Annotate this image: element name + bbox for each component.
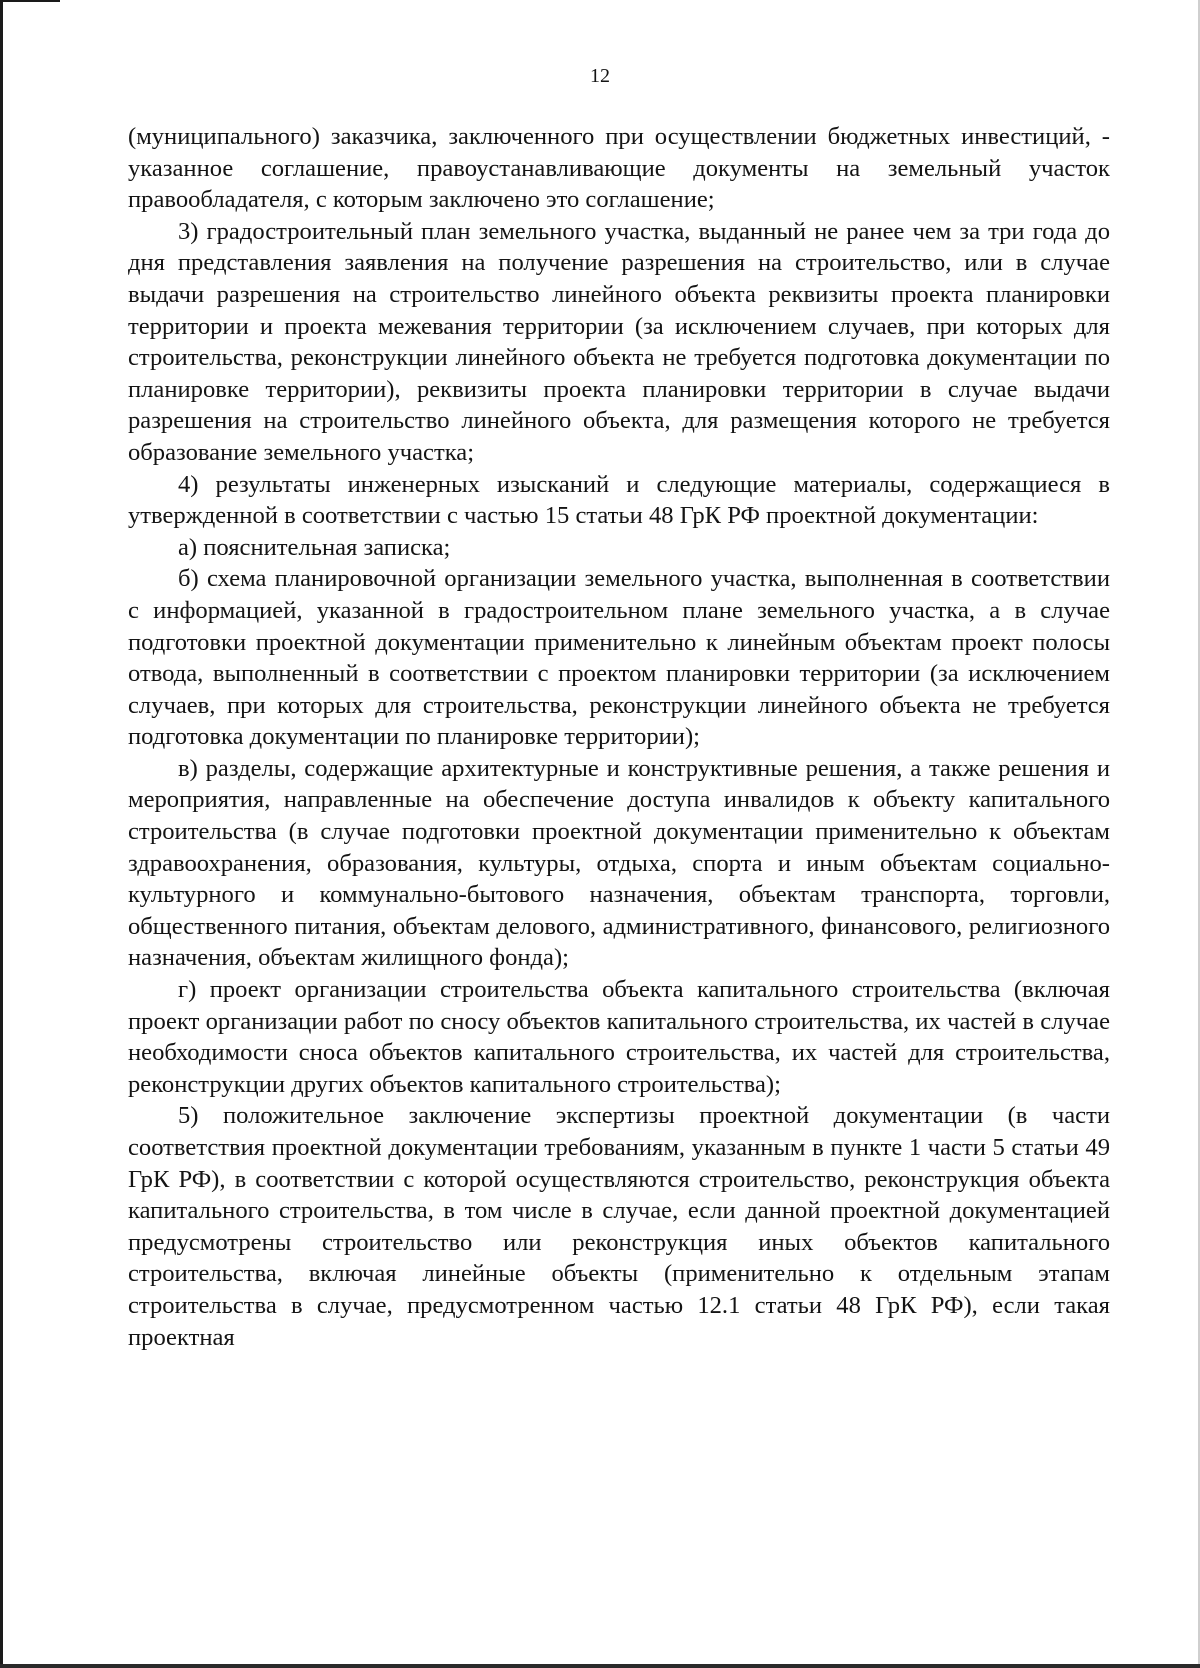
paragraph-continuation: (муниципального) заказчика, заключенного при осуществлении бюджетных инвестиций, - указанное соглашение, правоустанавливающие документы на земельный участок правообладателя, с которым заключено это соглашение; — [128, 123, 1110, 214]
paragraph-item-4g: г) проект организации строительства объекта капитального строительства (включая проект организации работ по сносу объектов капитального строительства, их частей в случае необходимости сноса объектов капитального строительства, их частей для строительства, реконструкции других объектов капитального строительства); — [128, 976, 1110, 1098]
scan-corner-top — [0, 0, 60, 2]
paragraph-item-4b: б) схема планировочной организации земельного участка, выполненная в соответствии с информацией, указанной в градостроительном плане земельного участка, а в случае подготовки проектной документации применительно к линейным объектам проект полосы отвода, выполненный в соответствии с проектом планировки территории (за исключением случаев, при которых для строительства, реконструкции линейного объекта не требуется подготовка документации по планировке территории); — [128, 565, 1110, 751]
scan-edge-bottom — [0, 1664, 1200, 1668]
paragraph-item-4a: а) пояснительная записка; — [178, 533, 451, 561]
scan-edge-left — [0, 0, 3, 1668]
page-number: 12 — [590, 65, 610, 87]
paragraph-item-4v: в) разделы, содержащие архитектурные и конструктивные решения, а также решения и мероприятия, направленные на обеспечение доступа инвалидов к объекту капитального строительства (в случае подготовки проектной документации применительно к объектам здравоохранения, образования, культуры, отдыха, спорта и иным объектам социально-культурного и коммунально-бытового назначения, объектам транспорта, торговли, общественного питания, объектам делового, административного, финансового, религиозного назначения, объектам жилищного фонда); — [128, 754, 1110, 972]
paragraph-item-3: 3) градостроительный план земельного участка, выданный не ранее чем за три года до дня представления заявления на получение разрешения на строительство, или в случае выдачи разрешения на строительство линейного объекта реквизиты проекта планировки территории и проекта межевания территории (за исключением случаев, при которых для строительства, реконструкции линейного объекта не требуется подготовка документации по планировке территории), реквизиты проекта планировки территории в случае выдачи разрешения на строительство линейного объекта, для размещения которого не требуется образование земельного участка; — [128, 217, 1110, 466]
document-body — [128, 121, 1110, 1353]
paragraph-item-4: 4) результаты инженерных изысканий и следующие материалы, содержащиеся в утвержденной в соответствии с частью 15 статьи 48 ГрК РФ проектной документации: — [128, 470, 1110, 530]
paragraph-item-5: 5) положительное заключение экспертизы проектной документации (в части соответствия проектной документации требованиям, указанным в пункте 1 части 5 статьи 49 ГрК РФ), в соответствии с которой осуществляются строительство, реконструкция объекта капитального строительства, в том числе в случае, если данной проектной документацией предусмотрены строительство или реконструкция иных объектов капитального строительства, включая линейные объекты (применительно к отдельным этапам строительства в случае, предусмотренном частью 12.1 статьи 48 ГрК РФ), если такая проектная — [128, 1102, 1110, 1351]
